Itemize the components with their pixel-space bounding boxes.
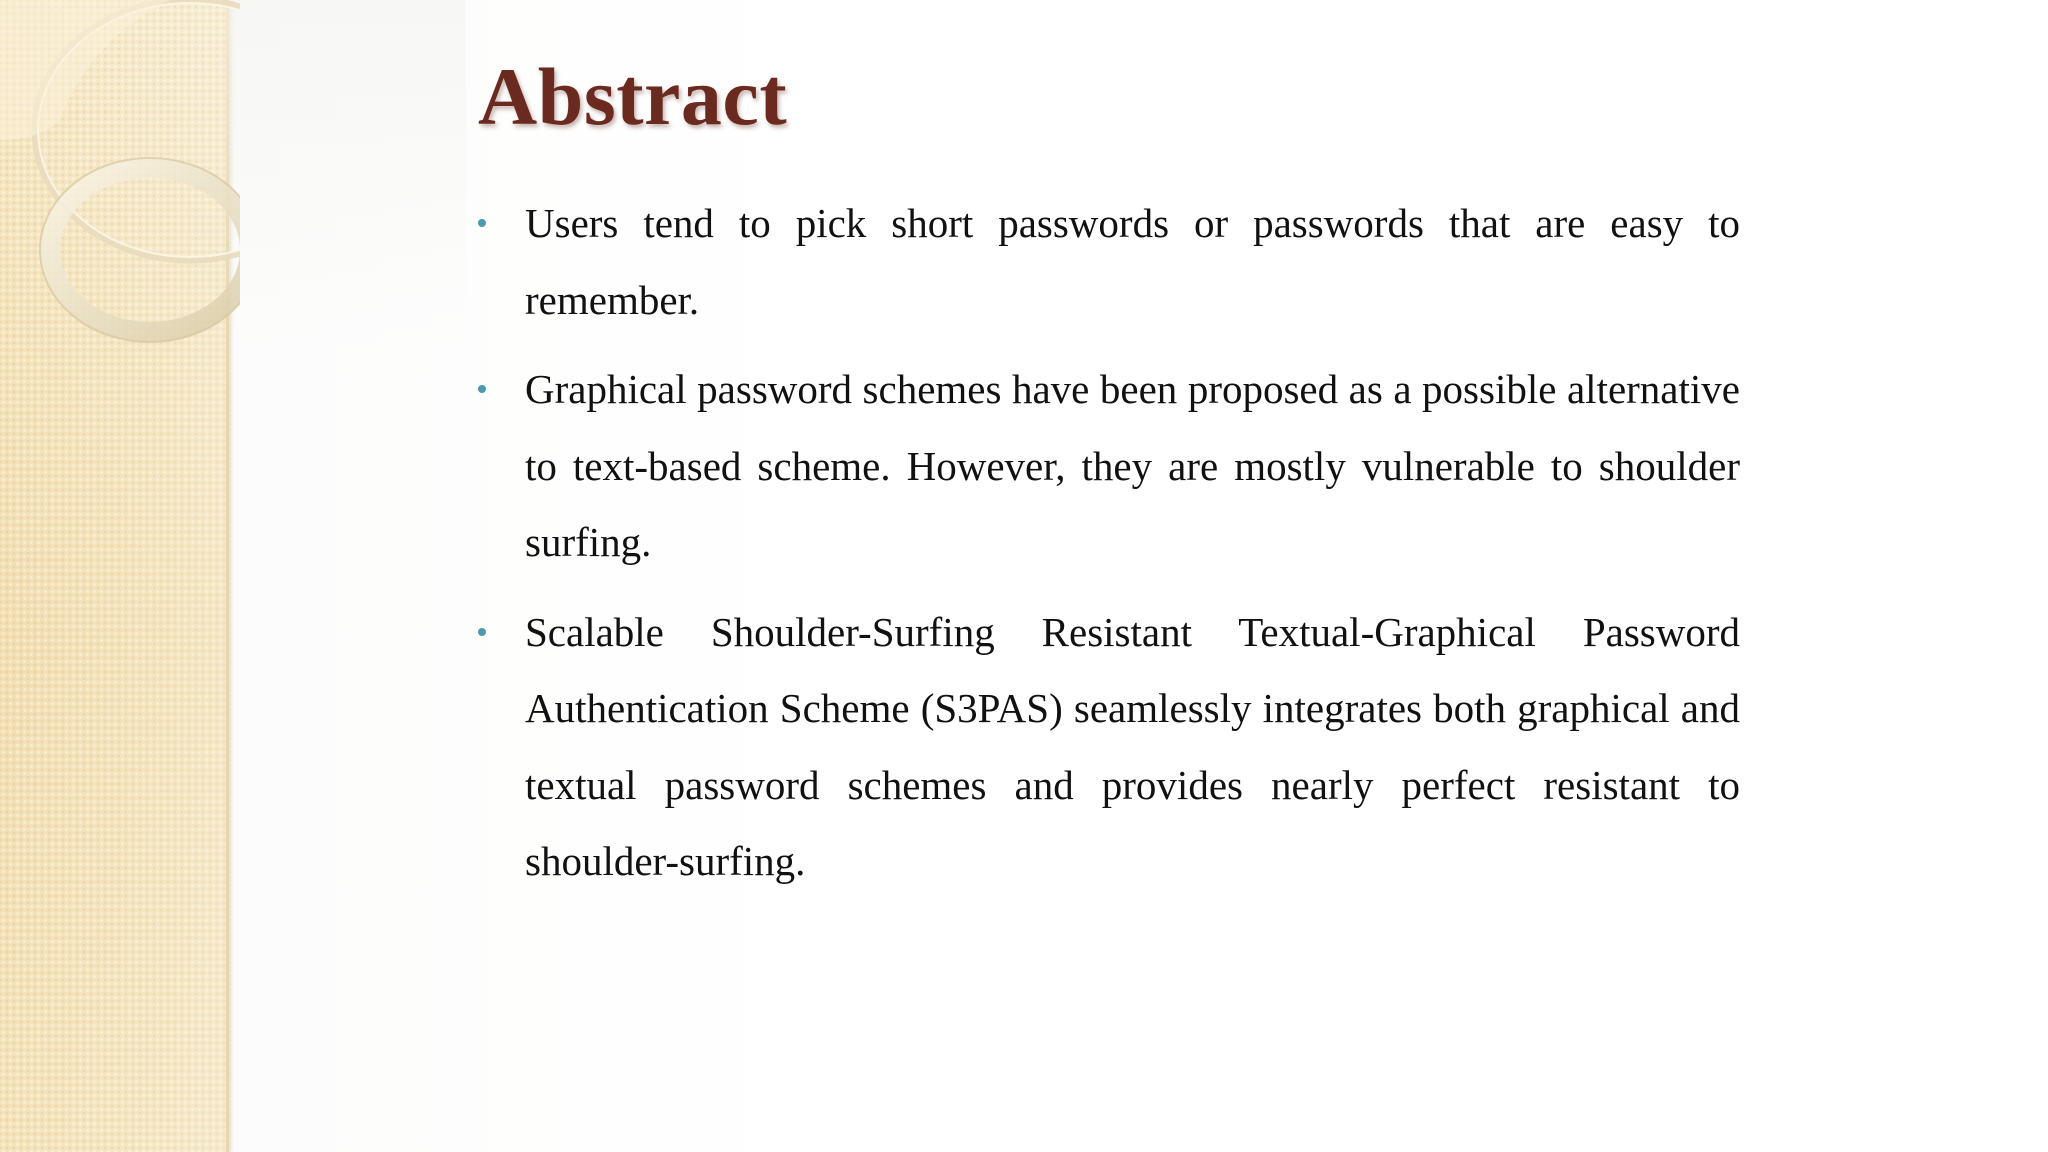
small-swirl-ring (50, 168, 240, 332)
bullet-item (470, 594, 1740, 900)
bullet-dot-icon (478, 628, 486, 636)
bullet-item (470, 185, 1740, 338)
bullet-dot-icon (478, 219, 486, 227)
bullet-text: Scalable Shoulder-Surfing Resistant Textual-Graphical Password Authentication Scheme (S3PAS) seamlessly integrates both graphical and textual password schemes and provides nearly perfect resistant to shoulder-surfing. (525, 608, 1740, 884)
top-corner-highlight (0, 0, 170, 140)
background-glow (226, 0, 466, 350)
swirl-rings-decoration (0, 0, 240, 400)
bullet-text: Users tend to pick short passwords or passwords that are easy to remember. (525, 200, 1740, 323)
slide-title: Abstract (478, 51, 788, 142)
bullet-list (470, 185, 1740, 913)
bullet-text: Graphical password schemes have been proposed as a possible alternative to text-based scheme. However, they are mostly vulnerable to shoulder surfing. (525, 366, 1740, 565)
bullet-item (470, 351, 1740, 581)
bullet-dot-icon (478, 385, 486, 393)
